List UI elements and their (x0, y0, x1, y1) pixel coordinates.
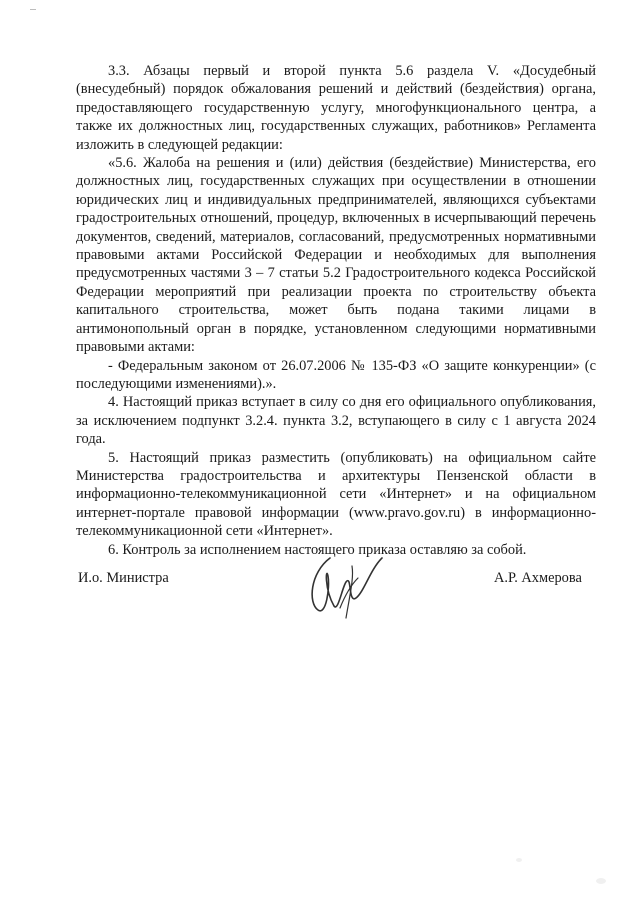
scan-mark (30, 9, 36, 10)
paragraph-4: 4. Настоящий приказ вступает в силу со дня его официального опубликования, за исключением подпункт 3.2.4. пункта 3.2, вступающего в силу с 1 августа 2024 года. (76, 394, 596, 448)
document-body (76, 62, 596, 559)
signatory-name: А.Р. Ахмерова (494, 570, 582, 586)
scan-smudge (516, 858, 522, 862)
paragraph-5: 5. Настоящий приказ разместить (опубликовать) на официальном сайте Министерства градостроительства и архитектуры Пензенской области в информационно-телекоммуникационной сети «Интернет» и на официальном интернет-портале правовой информации (www.pravo.gov.ru) в информационно-телекоммуникационной сети «Интернет». (76, 449, 596, 540)
paragraph-3-3: 3.3. Абзацы первый и второй пункта 5.6 раздела V. «Досудебный (внесудебный) порядок обжалования решений и действий (бездействия) органа, предоставляющего государственную услугу, многофункционального центра, а также их должностных лиц, государственных служащих, работников» Регламента изложить в следующей редакции: (76, 63, 596, 153)
signatory-role: И.о. Министра (78, 570, 169, 586)
scan-smudge (596, 878, 606, 884)
paragraph-federal-law: - Федеральным законом от 26.07.2006 № 135-ФЗ «О защите конкуренции» (с последующими изменениями).». (76, 357, 596, 392)
paragraph-6: 6. Контроль за исполнением настоящего приказа оставляю за собой. (108, 541, 527, 558)
handwritten-signature (300, 548, 400, 628)
paragraph-5-6-quote: «5.6. Жалоба на решения и (или) действия (бездействие) Министерства, его должностных лиц, государственных служащих при осуществлении в отношении юридических лиц и индивидуальных предпринимателей, являющихся субъектами градостроительных отношений, процедур, включенных в исчерпывающий перечень документов, сведений, материалов, согласований, предусмотренных нормативными правовыми актами Российской Федерации и необходимых для выполнения предусмотренных частями 3 – 7 статьи 5.2 Градостроительного кодекса Российской Федерации мероприятий при реализации проекта по строительству объекта капитального строительства, может быть подана такими лицами в антимонопольный орган в порядке, установленном следующими нормативными правовыми актами: (76, 155, 596, 356)
